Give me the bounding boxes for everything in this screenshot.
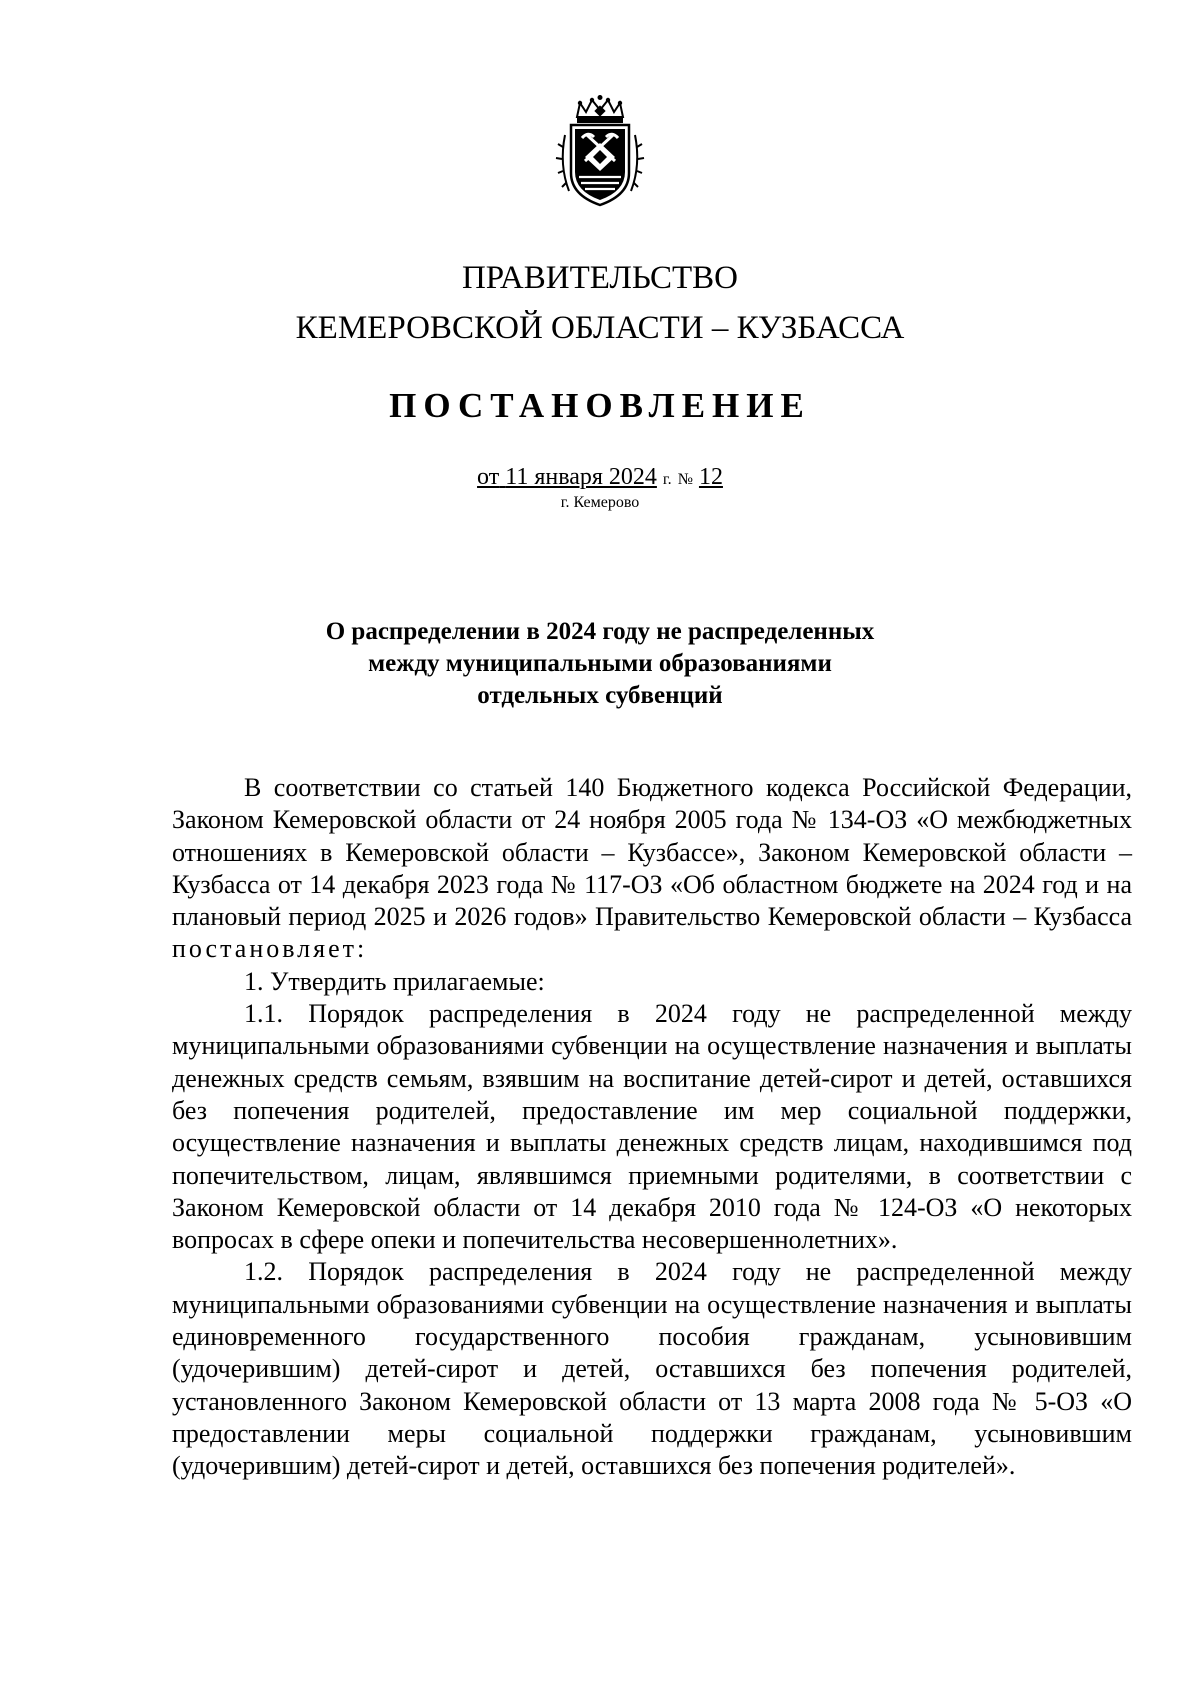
document-date: 11 января 2024 (505, 464, 657, 490)
document-type-heading: ПОСТАНОВЛЕНИЕ (389, 386, 811, 425)
number-sign: № (677, 471, 693, 488)
body-paragraph: 1.1. Порядок распределения в 2024 году не распределенной между муниципальными образованиями субвенции на осуществление назначения и выплаты денежных средств семьям, взявшим на воспитание детей-сирот и детей, оставшихся без попечения родителей, предоставление им мер социальной поддержки, осуществление назначения и выплаты денежных средств лицам, находившимся под попечительством, лицам, являвшимся приемными родителями, в соответствии с Законом Кемеровской области от 14 декабря 2010 года № 124-ОЗ «О некоторых вопросах в сфере опеки и попечительства несовершеннолетних». (172, 999, 1132, 1255)
body-paragraph: 1. Утвердить прилагаемые: (244, 966, 545, 996)
date-prefix: от (477, 464, 500, 490)
document-body (172, 772, 1132, 1483)
document-number: 12 (698, 464, 723, 490)
document-title (0, 616, 1200, 712)
kemerovo-region-coat-of-arms-icon (555, 95, 645, 210)
year-suffix: г. (662, 471, 672, 488)
title-line: отдельных субвенций (477, 682, 723, 709)
decree-verb: постановляет: (172, 934, 368, 964)
preamble-text: В соответствии со статьей 140 Бюджетного кодекса Российской Федерации, Законом Кемеровской области от 24 ноября 2005 года № 134-ОЗ «О межбюджетных отношениях в Кемеровской области – Кузбассе», Законом Кемеровской области – Кузбасса от 14 декабря 2023 года № 117-ОЗ «Об областном бюджете на 2024 год и на плановый период 2025 и 2026 годов» Правительство Кемеровской области – Кузбасса (172, 773, 1132, 932)
title-line: О распределении в 2024 году не распределенных (325, 618, 875, 645)
title-line: между муниципальными образованиями (368, 650, 832, 677)
city-label: г. Кемерово (560, 494, 640, 511)
body-paragraph (172, 772, 1132, 966)
government-name-line2: КЕМЕРОВСКОЙ ОБЛАСТИ – КУЗБАССА (295, 310, 905, 346)
government-name-line1: ПРАВИТЕЛЬСТВО (461, 260, 739, 296)
date-number-line (0, 462, 1200, 495)
body-paragraph: 1.2. Порядок распределения в 2024 году не распределенной между муниципальными образованиями субвенции на осуществление назначения и выплаты единовременного государственного пособия гражданам, усыновившим (удочерившим) детей-сирот и детей, оставшихся без попечения родителей, установленного Законом Кемеровской области от 13 марта 2008 года № 5-ОЗ «О предоставлении меры социальной поддержки гражданам, усыновившим (удочерившим) детей-сирот и детей, оставшихся без попечения родителей». (172, 1257, 1132, 1481)
